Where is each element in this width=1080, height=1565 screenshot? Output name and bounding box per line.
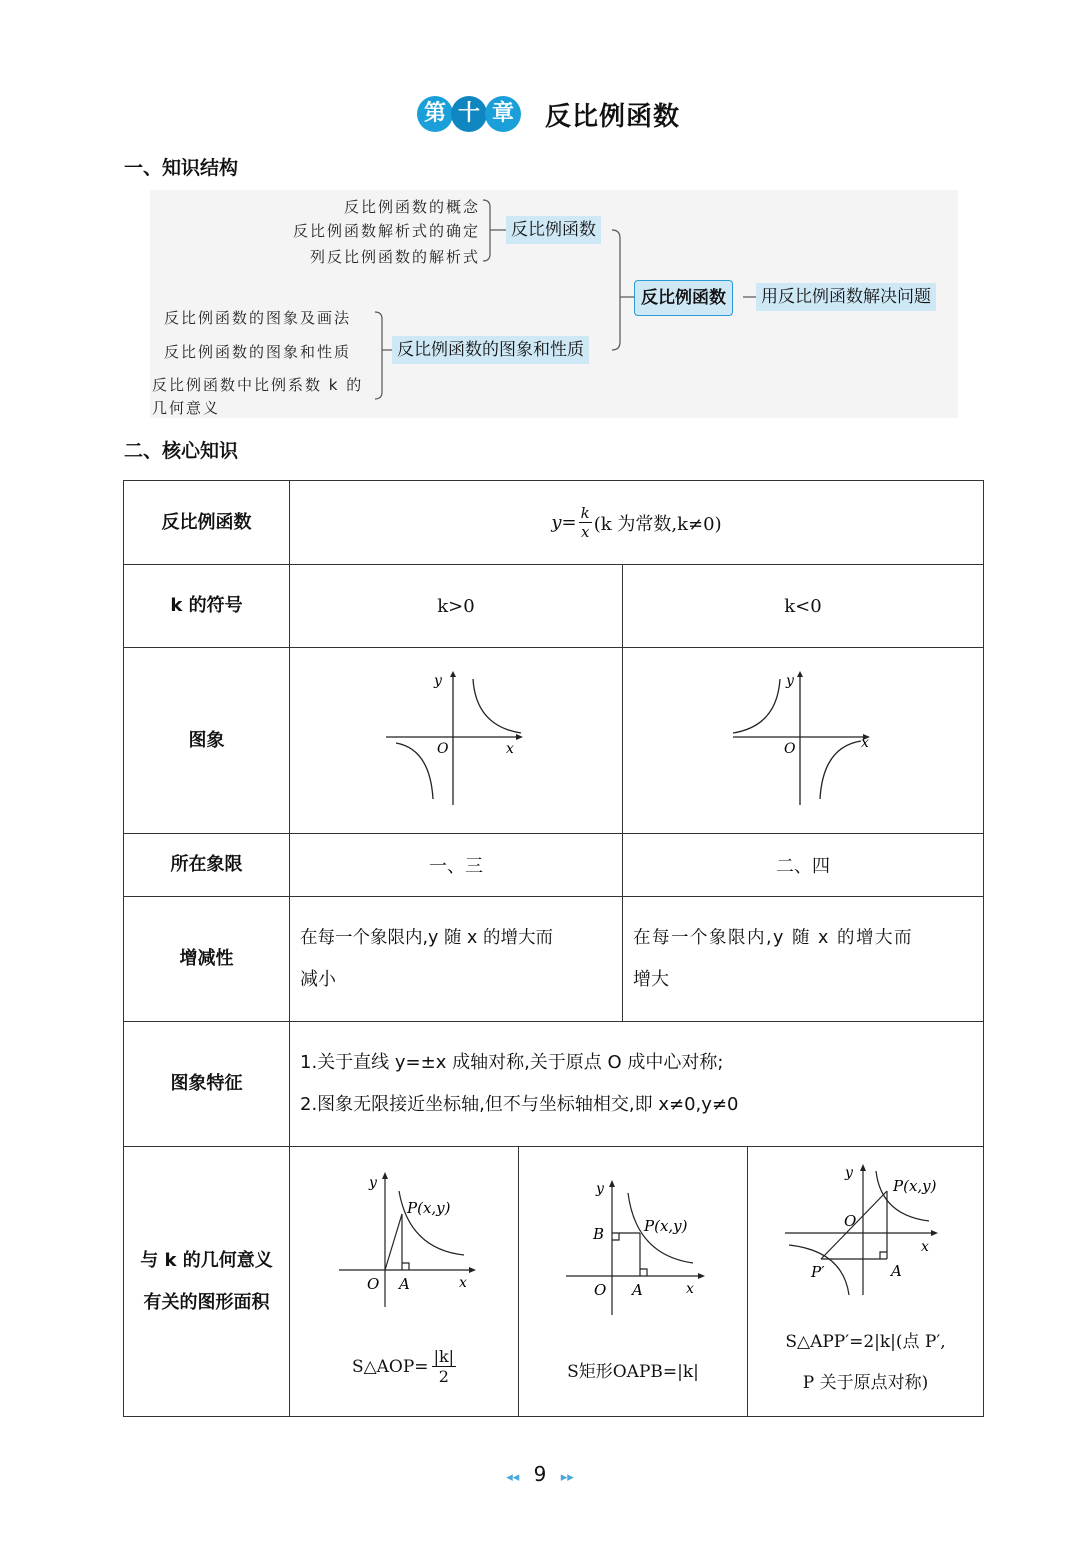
graph-neg-cell [622,647,984,834]
origin-label: O [784,740,796,757]
area-formula-1 [352,1347,456,1386]
feature-text [289,1021,984,1147]
structure-box-function: 反比例函数 [506,216,601,244]
row-label: 有关的图形面积 [143,1291,270,1313]
fraction [432,1347,456,1386]
point-label: P(x,y) [644,1217,688,1235]
sign-neg: k<0 [622,564,984,648]
structure-item: 列反比例函数的解析式 [309,248,480,266]
structure-box-graph: 反比例函数的图象和性质 [392,336,589,364]
fraction-num: k [580,504,590,522]
axis-label: x [861,734,869,751]
page-number: 9 [533,1462,547,1486]
point-label: P(x,y) [892,1177,936,1195]
point-label: P′ [810,1263,824,1281]
axis-label: y [596,1181,604,1197]
structure-item: 反比例函数的图象及画法 [164,309,352,327]
mono-text: 减小 [300,969,336,990]
structure-item: 反比例函数的概念 [343,198,480,216]
feature-line: 2.图象无限接近坐标轴,但不与坐标轴相交,即 x≠0,y≠0 [300,1094,739,1115]
structure-item: 几何意义 [152,399,221,417]
area-fig2 [558,1175,708,1325]
section-heading: 二、核心知识 [124,440,239,462]
origin-label: O [843,1212,856,1230]
chapter-header [0,94,1080,136]
area-formula-2: S矩形OAPB=|k| [567,1362,699,1382]
badge-char: 第 [417,96,453,132]
fraction-num: |k| [433,1347,455,1366]
area-fig3-cell [747,1146,984,1417]
definition-formula [289,480,984,565]
point-label: A [399,1275,410,1293]
structure-item: 反比例函数的图象和性质 [164,343,352,361]
axis-label: y [844,1165,853,1181]
axis-label: y [369,1175,377,1191]
origin-label: O [367,1275,380,1293]
mono-text: 增大 [633,969,669,990]
fraction-den: 2 [438,1367,449,1386]
axis-label: x [686,1281,694,1297]
knowledge-structure [150,190,958,418]
chapter-badge [417,94,521,136]
row-label: 所在象限 [123,833,290,897]
area-fig1-cell [289,1146,519,1417]
axis-label: y [786,672,794,689]
row-label: 增减性 [123,896,290,1022]
next-arrows-icon: ▸▸ [560,1470,574,1485]
mono-text: 在每一个象限内,y 随 x 的增大而 [633,928,913,948]
page-footer [0,1462,1080,1486]
area-fig2-cell [518,1146,748,1417]
structure-box-apply: 用反比例函数解决问题 [756,283,936,311]
row-label-area [123,1146,290,1417]
mono-pos [289,896,623,1022]
prev-arrows-icon: ◂◂ [506,1470,520,1485]
origin-label: O [437,740,449,757]
point-label: B [593,1225,605,1243]
row-label: 图象 [123,647,290,834]
feature-line: 1.关于直线 y=±x 成轴对称,关于原点 O 成中心对称; [300,1052,724,1073]
structure-item: 反比例函数中比例系数 k 的 [152,376,364,394]
fraction [579,504,592,541]
mono-neg [622,896,984,1022]
section-heading: 一、知识结构 [124,157,239,179]
origin-label: O [594,1281,607,1299]
row-label: 与 k 的几何意义 [140,1249,273,1271]
axis-label: y [434,672,442,689]
formula-part: y= [551,512,577,533]
graph-pos [376,671,536,811]
area-formula-3b: P 关于原点对称) [802,1373,929,1393]
badge-char: 十 [451,96,487,132]
area-fig1 [329,1167,479,1317]
axis-label: x [459,1275,467,1291]
row-label: 反比例函数 [123,480,290,565]
axis-label: x [506,740,514,757]
axis-label: x [920,1239,929,1255]
structure-box-main: 反比例函数 [634,280,733,316]
quadrant-pos: 一、三 [289,833,623,897]
mono-text: 在每一个象限内,y 随 x 的增大而 [300,928,553,948]
area-formula-3: S△APP′=2|k|(点 P′, [785,1332,946,1352]
row-label: 图象特征 [123,1021,290,1147]
point-label: A [632,1281,643,1299]
sign-pos: k>0 [289,564,623,648]
chapter-title: 反比例函数 [545,102,681,132]
formula-part: S△AOP= [351,1356,429,1377]
graph-neg [723,671,883,811]
badge-char: 章 [485,96,521,132]
structure-item: 反比例函数解析式的确定 [292,222,480,240]
fraction-den: x [580,523,590,541]
point-label: P(x,y) [407,1199,451,1217]
area-fig3 [781,1159,951,1299]
quadrant-neg: 二、四 [622,833,984,897]
core-table [123,480,984,1417]
formula-part: (k 为常数,k≠0) [593,513,722,535]
point-label: A [890,1262,902,1280]
graph-pos-cell [289,647,623,834]
row-label: k 的符号 [123,564,290,648]
